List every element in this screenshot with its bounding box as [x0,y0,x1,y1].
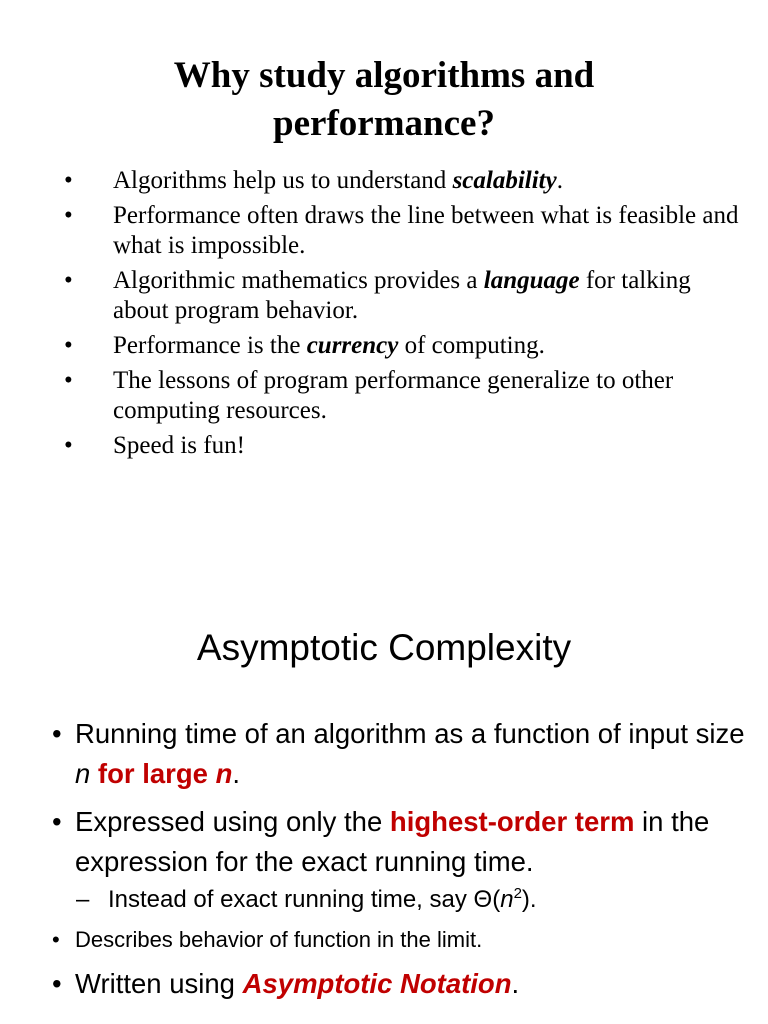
emphasis-text: currency [306,332,399,359]
bullet-icon: • [64,167,73,194]
bullet-text: Running time of an algorithm as a function of input size [75,718,745,749]
bullet-icon: • [64,332,73,359]
list-item [64,166,744,196]
bullet-text: for talking about program behavior. [113,267,691,324]
bullet-text: Expressed using only the [75,806,390,837]
bullet-icon: • [52,718,62,749]
bullet-text: Performance often draws the line between what is feasible and what is impossible. [113,202,739,259]
bullet-text: . [556,167,563,194]
bullet-text: Speed is fun! [113,432,245,459]
bullet-icon: • [52,806,62,837]
bullet-icon: • [64,367,73,394]
bullet-text: in the expression for the exact running time. [75,806,710,877]
highlight-text: Asymptotic Notation [242,968,512,999]
list-item [64,431,744,461]
bullet-text: Written using [75,968,243,999]
bullet-icon: • [52,968,62,999]
emphasis-text: scalability [452,167,557,194]
bullet-icon: • [52,927,60,952]
list-item [48,924,748,956]
bullet-text: Performance is the [113,332,307,359]
bullet-icon: • [64,432,73,459]
bullet-icon: • [64,267,73,294]
sub-list-item [48,884,748,916]
superscript: 2 [513,885,522,902]
bullet-text: The lessons of program performance generalize to other computing resources. [113,367,674,424]
dash-icon: – [76,886,90,913]
list-item [48,714,748,794]
slide2-title: Asymptotic Complexity [196,627,572,668]
highlight-variable: n [215,758,233,789]
slide1-title-line1: Why study algorithms and [173,55,595,96]
list-item [48,802,748,882]
list-item [48,964,748,1004]
bullet-text: of computing. [398,332,545,359]
bullet-text: . [232,758,241,789]
list-item [64,331,744,361]
list-item [64,201,744,261]
math-variable: n [500,886,514,913]
bullet-text: ). [521,886,537,913]
highlight-text: highest-order term [389,806,635,837]
bullet-icon: • [64,202,73,229]
slide1-title [0,52,768,148]
bullet-text: Instead of exact running time, say Θ( [108,886,501,913]
bullet-text: Describes behavior of function in the limit. [75,927,483,952]
bullet-text: Algorithms help us to understand [113,167,453,194]
list-item [64,366,744,426]
slide1-bullet-list [64,166,744,466]
list-item [64,266,744,326]
slide2-bullet-list [48,714,748,1012]
bullet-text: Algorithmic mathematics provides a [113,267,484,294]
slide1-title-line2: performance? [273,103,495,144]
emphasis-text: language [483,267,580,294]
bullet-text: . [511,968,520,999]
math-variable: n [75,758,91,789]
highlight-text: for large [90,758,216,789]
slide-asymptotic-complexity [0,600,768,1024]
